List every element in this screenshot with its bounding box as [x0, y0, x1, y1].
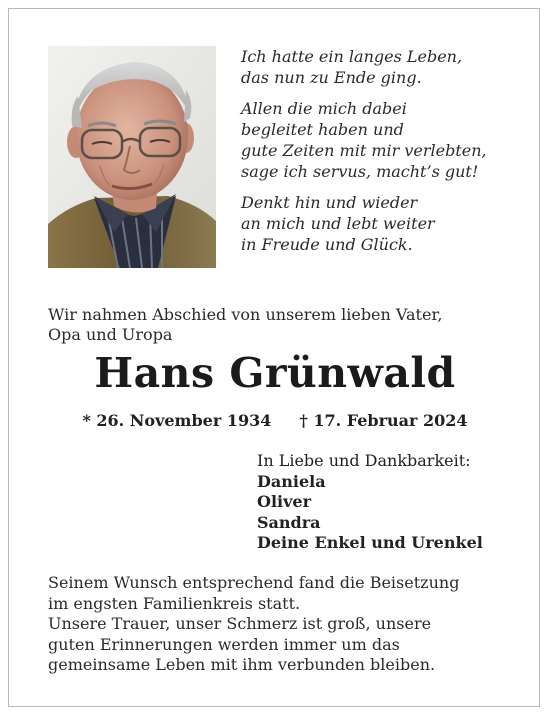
poem-stanza-1 [241, 46, 531, 88]
poem-line: Allen die mich dabei [241, 99, 407, 118]
closing-line: Unsere Trauer, unser Schmerz ist groß, unsere [48, 614, 432, 633]
poem-line: das nun zu Ende ging. [241, 68, 422, 87]
poem-line: gute Zeiten mit mir verlebten, [241, 141, 487, 160]
closing-line: im engsten Familienkreis statt. [48, 593, 301, 613]
poem-line: an mich und lebt weiter [241, 214, 435, 233]
portrait-photo [48, 46, 216, 268]
family-member: Sandra [257, 512, 321, 532]
poem-line: Denkt hin und wieder [241, 193, 418, 212]
intro-text [48, 305, 518, 345]
intro-line: Wir nahmen Abschied von unserem lieben Vater, [48, 305, 443, 324]
poem-line: begleitet haben und [241, 120, 404, 139]
closing-line: Seinem Wunsch entsprechend fand die Beisetzung [48, 573, 460, 592]
poem-line: in Freude und Glück. [241, 235, 413, 254]
life-dates [0, 410, 550, 432]
closing-text [48, 573, 518, 676]
closing-line: gemeinsame Leben mit ihm verbunden bleiben. [48, 655, 436, 674]
family-member: Oliver [257, 492, 311, 511]
intro-line: Opa und Uropa [48, 325, 173, 344]
poem-stanza-3 [241, 192, 531, 255]
closing-line: guten Erinnerungen werden immer um das [48, 634, 400, 654]
family-member: Deine Enkel und Urenkel [257, 533, 483, 552]
deceased-name: Hans Grünwald [94, 349, 456, 397]
poem-stanza-2 [241, 98, 531, 182]
death-date: † 17. Februar 2024 [299, 411, 468, 430]
family-member: Daniela [257, 471, 326, 491]
family-signature [257, 451, 527, 554]
poem-line: sage ich servus, macht’s gut! [241, 162, 479, 181]
family-heading: In Liebe und Dankbarkeit: [257, 451, 471, 470]
birth-date: * 26. November 1934 [82, 411, 272, 430]
poem [241, 46, 531, 265]
poem-line: Ich hatte ein langes Leben, [241, 47, 463, 66]
